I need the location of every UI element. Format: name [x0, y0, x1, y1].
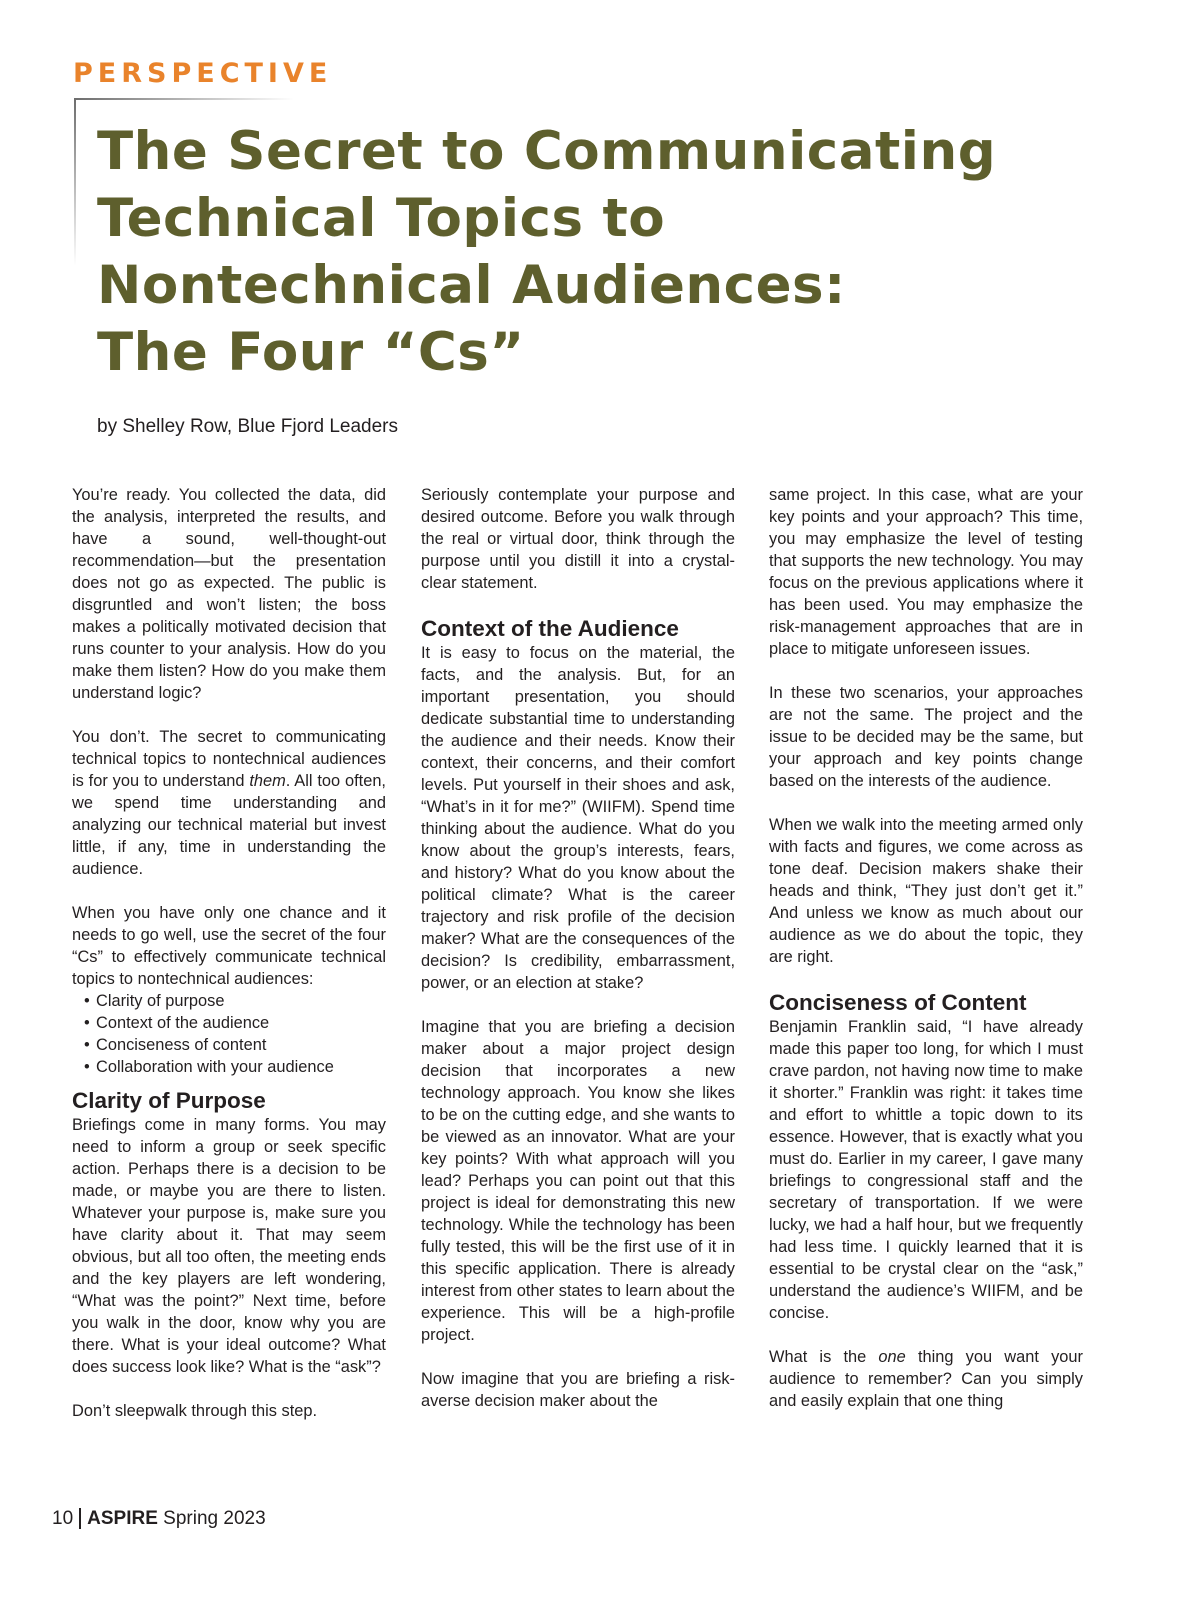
text-run: What is the — [769, 1348, 879, 1366]
byline: by Shelley Row, Blue Fjord Leaders — [97, 416, 398, 437]
list-item: • Context of the audience — [84, 1012, 386, 1034]
section-heading-conciseness: Conciseness of Content — [769, 990, 1027, 1015]
paragraph: Seriously contemplate your purpose and desired outcome. Before you walk through the real or virtual door, think through the purpose until you distill it into a crystal-clear statement. — [421, 486, 735, 592]
four-cs-list — [84, 990, 386, 1078]
text-run: You don’t. The secret to communicating technical topics to nontechnical audiences is for you to understand — [72, 728, 386, 790]
emphasis: them — [249, 772, 286, 790]
article-title — [97, 118, 1157, 386]
title-line: The Four “Cs” — [97, 322, 525, 383]
paragraph — [72, 726, 386, 880]
paragraph: Briefings come in many forms. You may need to inform a group or seek specific action. Perhaps there is a decision to be made, or maybe you are there to listen. Whatever your purpose is, make sure you have clarity about it. That may seem obvious, but all too often, the meeting ends and the key players are left wondering, “What was the point?” Next time, before you walk in the door, know why you are there. What is your ideal outcome? What does success look like? What is the “ask”? — [72, 1116, 386, 1376]
list-item: • Collaboration with your audience — [84, 1056, 386, 1078]
section-heading-clarity: Clarity of Purpose — [72, 1088, 266, 1113]
text-run: . All too often, we spend time understanding and analyzing our technical material but invest little, if any, time in understanding the audience. — [72, 772, 386, 878]
paragraph: In these two scenarios, your approaches are not the same. The project and the issue to be decided may be the same, but your approach and key points change based on the interests of the audience. — [769, 684, 1083, 790]
paragraph: It is easy to focus on the material, the facts, and the analysis. But, for an important presentation, you should dedicate substantial time to understanding the audience and their needs. Know their context, their concerns, and their comfort levels. Put yourself in their shoes and ask, “What’s in it for me?” (WIIFM). Spend time thinking about the audience. What do you know about the group’s interests, fears, and history? What do you know about the political climate? What is the career trajectory and risk profile of the decision maker? What are the consequences of the decision? Is credibility, embarrassment, power, or an election at stake? — [421, 644, 735, 992]
column-3 — [769, 484, 1083, 1412]
list-item: • Conciseness of content — [84, 1034, 386, 1056]
page-number: 10 — [52, 1508, 81, 1529]
text-run: thing you want your audience to remember? Can you simply and easily explain that one thing — [769, 1348, 1083, 1410]
issue-label: Spring 2023 — [163, 1508, 266, 1529]
paragraph: Now imagine that you are briefing a risk-averse decision maker about the — [421, 1370, 735, 1410]
paragraph: Imagine that you are briefing a decision maker about a major project design decision that incorporates a new technology approach. You know she likes to be on the cutting edge, and she wants to be viewed as an innovator. What are your key points? With what approach will you lead? Perhaps you can point out that this project is ideal for demonstrating this new technology. While the technology has been fully tested, this will be the first use of it in this specific application. There is already interest from other states to learn about the experience. This will be a high-profile project. — [421, 1018, 735, 1344]
title-line: Nontechnical Audiences: — [97, 255, 846, 316]
emphasis: one — [878, 1348, 906, 1366]
paragraph: When we walk into the meeting armed only with facts and figures, we come across as tone deaf. Decision makers shake their heads and think, “They just don’t get it.” And unless we know as much about our audience as we do about the topic, they are right. — [769, 816, 1083, 966]
paragraph: You’re ready. You collected the data, did the analysis, interpreted the results, and have a sound, well-thought-out recommendation—but the presentation does not go as expected. The public is disgruntled and won’t listen; the boss makes a politically motivated decision that runs counter to your analysis. How do you make them listen? How do you make them understand logic? — [72, 486, 386, 702]
paragraph — [769, 1346, 1083, 1412]
section-kicker: PERSPECTIVE — [73, 58, 333, 89]
paragraph: Don’t sleepwalk through this step. — [72, 1402, 318, 1420]
title-rule-horizontal — [74, 98, 294, 100]
list-item: • Clarity of purpose — [84, 990, 386, 1012]
paragraph: same project. In this case, what are your key points and your approach? This time, you may emphasize the level of testing that supports the new technology. You may focus on the previous applications where it has been used. You may emphasize the risk-management approaches that are in place to mitigate unforeseen issues. — [769, 486, 1083, 658]
paragraph: Benjamin Franklin said, “I have already made this paper too long, for which I must crave pardon, not having now time to make it shorter.” Franklin was right: it takes time and effort to whittle a topic down to its essence. However, that is exactly what you must do. Earlier in my career, I gave many briefings to congressional staff and the secretary of transportation. If we were lucky, we had a half hour, but we frequently had less time. I quickly learned that it is essential to be crystal clear on the “ask,” understand the audience’s WIIFM, and be concise. — [769, 1018, 1083, 1322]
page-footer — [52, 1508, 266, 1530]
title-line: The Secret to Communicating — [97, 121, 997, 182]
paragraph: When you have only one chance and it needs to go well, use the secret of the four “Cs” to effectively communicate technical topics to nontechnical audiences: — [72, 904, 386, 988]
column-2 — [421, 484, 735, 1412]
section-heading-context: Context of the Audience — [421, 616, 679, 641]
magazine-name: ASPIRE — [87, 1508, 158, 1529]
title-rule-vertical — [74, 98, 76, 266]
title-line: Technical Topics to — [97, 188, 666, 249]
column-1 — [72, 484, 386, 1422]
